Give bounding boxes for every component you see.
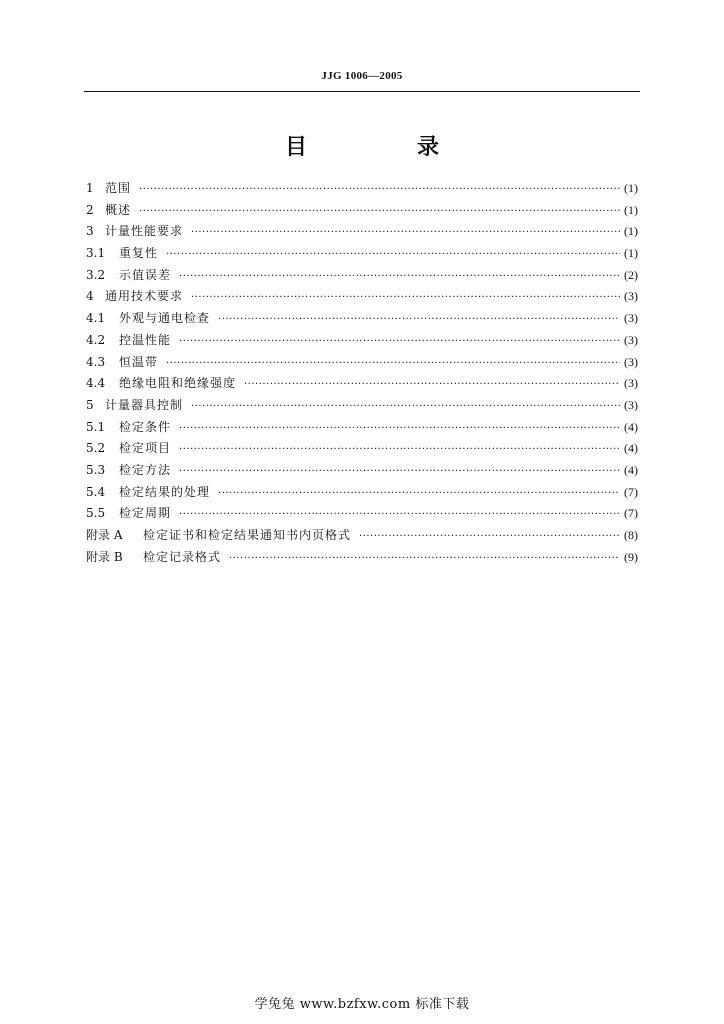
footer-watermark: 学兔兔 www.bzfxw.com 标准下载 (254, 997, 470, 1012)
toc-entry-page: (3) (624, 332, 638, 347)
toc-leader-dots (166, 353, 620, 375)
toc-entry-title: 检定方法 (119, 462, 172, 477)
toc-entry[interactable] (86, 438, 638, 460)
toc-entry-number: 4.3 (86, 354, 106, 369)
toc-entry-title: 示值误差 (119, 267, 172, 282)
toc-entry-page: (1) (624, 224, 638, 239)
toc-leader-dots (139, 179, 620, 201)
toc-entry-title: 计量性能要求 (105, 224, 184, 239)
toc-entry[interactable] (86, 547, 638, 569)
toc-entry-number: 4.4 (86, 376, 106, 391)
toc-entry-title: 检定结果的处理 (119, 484, 211, 499)
toc-entry-title: 检定项目 (119, 441, 172, 456)
toc-entry-number: 3.1 (86, 246, 106, 261)
toc-entry-title: 重复性 (119, 246, 159, 261)
toc-leader-dots (218, 309, 620, 331)
toc-entry-page: (3) (624, 376, 638, 391)
toc-entry[interactable] (86, 525, 638, 547)
toc-entry-title: 检定条件 (119, 419, 172, 434)
toc-entry[interactable] (86, 460, 638, 482)
toc-entry-page: (4) (624, 441, 638, 456)
toc-entry-number: 5.4 (86, 484, 106, 499)
toc-entry-title: 恒温带 (119, 354, 159, 369)
toc-leader-dots (179, 504, 620, 526)
toc-entry[interactable] (86, 373, 638, 395)
toc-entry-title: 控温性能 (119, 332, 172, 347)
toc-leader-dots (179, 266, 620, 288)
toc-entry[interactable] (86, 503, 638, 525)
toc-entry-page: (3) (624, 289, 638, 304)
toc-entry-page: (8) (624, 528, 638, 542)
toc-entry[interactable] (86, 482, 638, 504)
toc-leader-dots (179, 331, 620, 353)
toc-entry-title: 检定记录格式 (143, 549, 222, 564)
toc-entry-title: 检定证书和检定结果通知书内页格式 (143, 528, 352, 542)
toc-leader-dots (244, 374, 620, 396)
toc-leader-dots (191, 222, 620, 244)
toc-entry-number: 3 (86, 224, 94, 239)
toc-leader-dots (229, 548, 620, 570)
toc-entry[interactable] (86, 352, 638, 374)
toc-entry-number: 2 (86, 202, 94, 217)
toc-entry-title: 计量器具控制 (105, 397, 184, 412)
toc-entry[interactable] (86, 395, 638, 417)
toc-entry-page: (3) (624, 311, 638, 326)
toc-entry-page: (3) (624, 397, 638, 412)
toc-entry[interactable] (86, 221, 638, 243)
toc-entry-page: (4) (624, 462, 638, 477)
toc-entry[interactable] (86, 265, 638, 287)
toc-entry[interactable] (86, 243, 638, 265)
toc-leader-dots (218, 483, 620, 505)
toc-entry[interactable] (86, 417, 638, 439)
toc-entry-title: 检定周期 (119, 506, 172, 521)
toc-leader-dots (191, 396, 620, 418)
toc-entry[interactable] (86, 308, 638, 330)
toc-entry-title: 外观与通电检查 (119, 311, 211, 326)
toc-entry-number: 附录 A (86, 528, 123, 542)
header-divider (84, 91, 640, 92)
toc-entry-title: 绝缘电阻和绝缘强度 (119, 376, 237, 391)
toc-leader-dots (139, 201, 620, 223)
toc-entry-number: 4.2 (86, 332, 106, 347)
toc-entry-title: 概述 (105, 202, 132, 217)
toc-entry-number: 3.2 (86, 267, 106, 282)
toc-entry[interactable] (86, 330, 638, 352)
toc-leader-dots (179, 418, 620, 440)
toc-entry[interactable] (86, 178, 638, 200)
toc-entry-page: (2) (624, 267, 638, 282)
toc-entry-number: 5.1 (86, 419, 106, 434)
toc-leader-dots (179, 461, 620, 483)
toc-entry-number: 4 (86, 289, 94, 304)
page-title: 目 录 (284, 135, 483, 160)
toc-leader-dots (166, 244, 620, 266)
table-of-contents (86, 178, 638, 568)
toc-entry-number: 4.1 (86, 311, 106, 326)
toc-entry-number: 5 (86, 397, 94, 412)
toc-entry-page: (1) (624, 202, 638, 217)
toc-leader-dots (191, 287, 620, 309)
standard-code-header: JJG 1006—2005 (321, 70, 403, 82)
toc-entry-title: 通用技术要求 (105, 289, 184, 304)
toc-entry-page: (4) (624, 419, 638, 434)
toc-leader-dots (179, 439, 620, 461)
toc-entry-number: 5.5 (86, 506, 106, 521)
toc-entry-number: 5.3 (86, 462, 106, 477)
toc-entry-number: 1 (86, 181, 94, 195)
toc-entry-title: 范围 (105, 181, 132, 195)
toc-entry-number: 5.2 (86, 441, 106, 456)
toc-entry-page: (3) (624, 354, 638, 369)
toc-entry-page: (1) (624, 246, 638, 261)
toc-entry[interactable] (86, 200, 638, 222)
toc-leader-dots (359, 526, 620, 548)
toc-entry-number: 附录 B (86, 549, 123, 564)
toc-entry-page: (1) (624, 181, 638, 195)
toc-entry-page: (9) (624, 549, 638, 564)
toc-entry-page: (7) (624, 484, 638, 499)
toc-entry[interactable] (86, 286, 638, 308)
toc-entry-page: (7) (624, 506, 638, 521)
